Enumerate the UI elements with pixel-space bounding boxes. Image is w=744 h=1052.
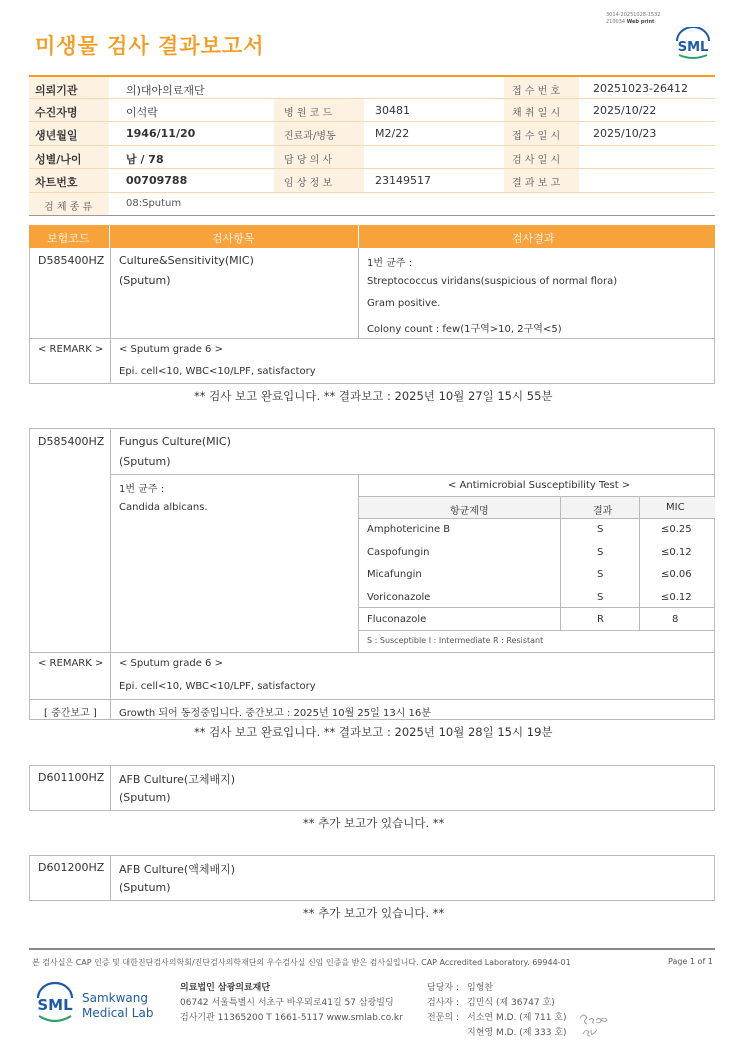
col-result-header: 검사결과 xyxy=(512,232,555,245)
logo-top-text: SML xyxy=(677,40,709,55)
sex-age-label: 성별/나이 xyxy=(35,152,82,166)
test1-result-line: Colony count : few(1구역>10, 2구역<5) xyxy=(367,324,562,335)
logo-line1-text: Samkwang xyxy=(82,991,148,1005)
test2-box xyxy=(29,428,715,720)
requester-value: 의)대아의료재단 xyxy=(126,84,205,97)
ast-drug: Caspofungin xyxy=(367,547,430,558)
ast-result: S xyxy=(597,547,604,558)
report-title: 미생물 검사 결과보고서 xyxy=(35,34,265,58)
test1-remark1: < Sputum grade 6 > xyxy=(119,344,223,355)
ast-result: S xyxy=(597,524,604,535)
info-row-4 xyxy=(29,146,715,170)
test2-interim: Growth 되어 동정중입니다. 중간보고 : 2025년 10월 25일 13시 16분 xyxy=(119,708,431,719)
test3-specimen: (Sputum) xyxy=(119,791,171,804)
test4-additional-note: ** 추가 보고가 있습니다. ** xyxy=(303,906,445,920)
org-name: 의료법인 삼광의료재단 xyxy=(180,983,271,993)
ast-result: S xyxy=(597,569,604,580)
receipt-no-label: 접 수 번 호 xyxy=(512,86,561,97)
web-print-label: Web print xyxy=(626,19,655,25)
patient-info-table xyxy=(29,75,715,216)
test2-interim-label: [ 중간보고 ] xyxy=(44,708,97,719)
test1-name: Culture&Sensitivity(MIC) xyxy=(119,254,254,267)
col-item-header: 검사항목 xyxy=(212,232,255,245)
page-number: Page 1 of 1 xyxy=(668,957,713,966)
info-row-3 xyxy=(29,122,715,146)
doc-id-line2: 210034 xyxy=(606,19,626,25)
specimen-value: 08:Sputum xyxy=(126,197,182,209)
clinical-label: 임 상 정 보 xyxy=(284,178,333,189)
test2-remark2: Epi. cell<10, WBC<10/LPF, satisfactory xyxy=(119,681,316,692)
ast-header-result: 결과 xyxy=(593,506,613,517)
test1-remark2: Epi. cell<10, WBC<10/LPF, satisfactory xyxy=(119,366,316,377)
test3-code: D601100HZ xyxy=(38,771,105,784)
staff-3: 서소연 M.D. (제 711 호) xyxy=(467,1013,567,1023)
doctor-label: 담 당 의 사 xyxy=(284,154,333,166)
name-label: 수진자명 xyxy=(35,105,78,119)
info-row-1 xyxy=(29,75,715,99)
test1-code: D585400HZ xyxy=(38,254,105,267)
test2-remark-label: < REMARK > xyxy=(38,658,104,669)
ast-title: < Antimicrobial Susceptibility Test > xyxy=(448,480,631,491)
staff-label-1: 담당자 : xyxy=(427,983,459,993)
test1-complete-note: ** 검사 보고 완료입니다. ** 결과보고 : 2025년 10월 27일 15시 55분 xyxy=(194,389,553,403)
sml-logo-icon xyxy=(673,27,713,61)
dept-value: M2/22 xyxy=(375,127,410,140)
ast-drug: Micafungin xyxy=(367,569,422,580)
receive-date-label: 접 수 일 시 xyxy=(512,131,561,142)
ast-header-drug: 항균제명 xyxy=(450,506,489,517)
logo-line2-text: Medical Lab xyxy=(82,1006,154,1020)
clinical-value: 23149517 xyxy=(375,174,431,187)
test2-code: D585400HZ xyxy=(38,435,105,448)
specimen-label: 검 체 종 류 xyxy=(44,201,93,213)
test2-strain: Candida albicans. xyxy=(119,502,208,513)
signature-icon xyxy=(577,1008,609,1040)
dept-label: 진료과/병동 xyxy=(284,131,336,142)
ast-result: S xyxy=(597,592,604,603)
staff-1: 임형찬 xyxy=(467,983,494,993)
ast-mic: ≤0.25 xyxy=(661,524,692,535)
staff-4: 지현영 M.D. (제 333 호) xyxy=(467,1028,567,1038)
col-code-header: 보험코드 xyxy=(47,232,90,245)
cert-text: 본 검사실은 CAP 인증 및 대한진단검사의학회/진단검사의학재단의 우수검사실 신임 인증을 받은 검사실입니다. CAP Accredited Laboratory. 69944-01 xyxy=(32,958,571,967)
ast-drug: Voriconazole xyxy=(367,592,431,603)
test4-box xyxy=(29,855,715,901)
chart-value: 00709788 xyxy=(126,174,188,187)
ast-drug: Amphotericine B xyxy=(367,524,451,535)
receipt-no-value: 20251023-26412 xyxy=(593,82,688,95)
ast-drug: Fluconazole xyxy=(367,614,427,625)
test2-remark1: < Sputum grade 6 > xyxy=(119,658,223,669)
test1-specimen: (Sputum) xyxy=(119,274,171,287)
ast-header-mic: MIC xyxy=(666,502,685,513)
hospital-code-label: 병 원 코 드 xyxy=(284,107,333,119)
test2-strain-label: 1번 균주 : xyxy=(119,484,165,495)
test2-specimen: (Sputum) xyxy=(119,455,171,468)
info-row-2 xyxy=(29,99,715,123)
info-row-5 xyxy=(29,169,715,193)
ast-result: R xyxy=(597,614,604,625)
collect-date-label: 채 취 일 시 xyxy=(512,107,561,119)
report-label: 결 과 보 고 xyxy=(512,178,561,189)
test3-name: AFB Culture(고체배지) xyxy=(119,773,236,786)
test4-code: D601200HZ xyxy=(38,861,105,874)
test3-additional-note: ** 추가 보고가 있습니다. ** xyxy=(303,816,445,830)
staff-label-2: 검사자 : xyxy=(427,998,459,1008)
org-address: 06742 서울특별시 서초구 바우뫼로41길 57 삼광빌딩 xyxy=(180,998,394,1008)
test3-box xyxy=(29,765,715,811)
org-contact: 검사기관 11365200 T 1661-5117 www.smlab.co.kr xyxy=(180,1013,403,1023)
info-row-6 xyxy=(29,193,715,216)
ast-mic: 8 xyxy=(672,614,679,625)
ast-mic: ≤0.06 xyxy=(661,569,692,580)
birth-value: 1946/11/20 xyxy=(126,127,196,140)
sex-age-value: 남 / 78 xyxy=(126,152,164,166)
doc-id xyxy=(606,12,661,26)
logo-sml-text: SML xyxy=(37,996,73,1014)
test4-name: AFB Culture(액체배지) xyxy=(119,863,236,876)
receive-date-value: 2025/10/23 xyxy=(593,127,657,140)
chart-label: 차트번호 xyxy=(35,176,78,189)
test1-remark-label: < REMARK > xyxy=(38,344,104,355)
ast-legend: S : Susceptible I : Intermediate R : Resistant xyxy=(367,636,544,645)
name-value: 이석락 xyxy=(126,105,158,119)
test4-specimen: (Sputum) xyxy=(119,881,171,894)
test2-name: Fungus Culture(MIC) xyxy=(119,435,231,448)
test1-result-line: 1번 균주 : xyxy=(367,258,413,269)
hospital-code-value: 30481 xyxy=(375,103,410,117)
doc-id-line1: 3014-20251028-1532 xyxy=(606,12,661,18)
staff-label-3: 전문의 : xyxy=(427,1013,459,1023)
result-header-bar xyxy=(29,225,715,248)
collect-date-value: 2025/10/22 xyxy=(593,103,657,117)
requester-label: 의뢰기관 xyxy=(35,84,78,97)
samkwang-logo-icon xyxy=(36,980,156,1028)
test1-result-line: Gram positive. xyxy=(367,298,441,309)
test2-complete-note: ** 검사 보고 완료입니다. ** 결과보고 : 2025년 10월 28일 15시 19분 xyxy=(194,725,553,739)
ast-mic: ≤0.12 xyxy=(661,592,692,603)
ast-mic: ≤0.12 xyxy=(661,547,692,558)
staff-2: 김민식 (제 36747 호) xyxy=(467,998,555,1008)
test-date-label: 검 사 일 시 xyxy=(512,154,561,166)
footer-divider xyxy=(29,948,715,950)
birth-label: 생년월일 xyxy=(35,129,78,142)
test1-box xyxy=(29,248,715,384)
test1-result-line: Streptococcus viridans(suspicious of normal flora) xyxy=(367,276,618,287)
